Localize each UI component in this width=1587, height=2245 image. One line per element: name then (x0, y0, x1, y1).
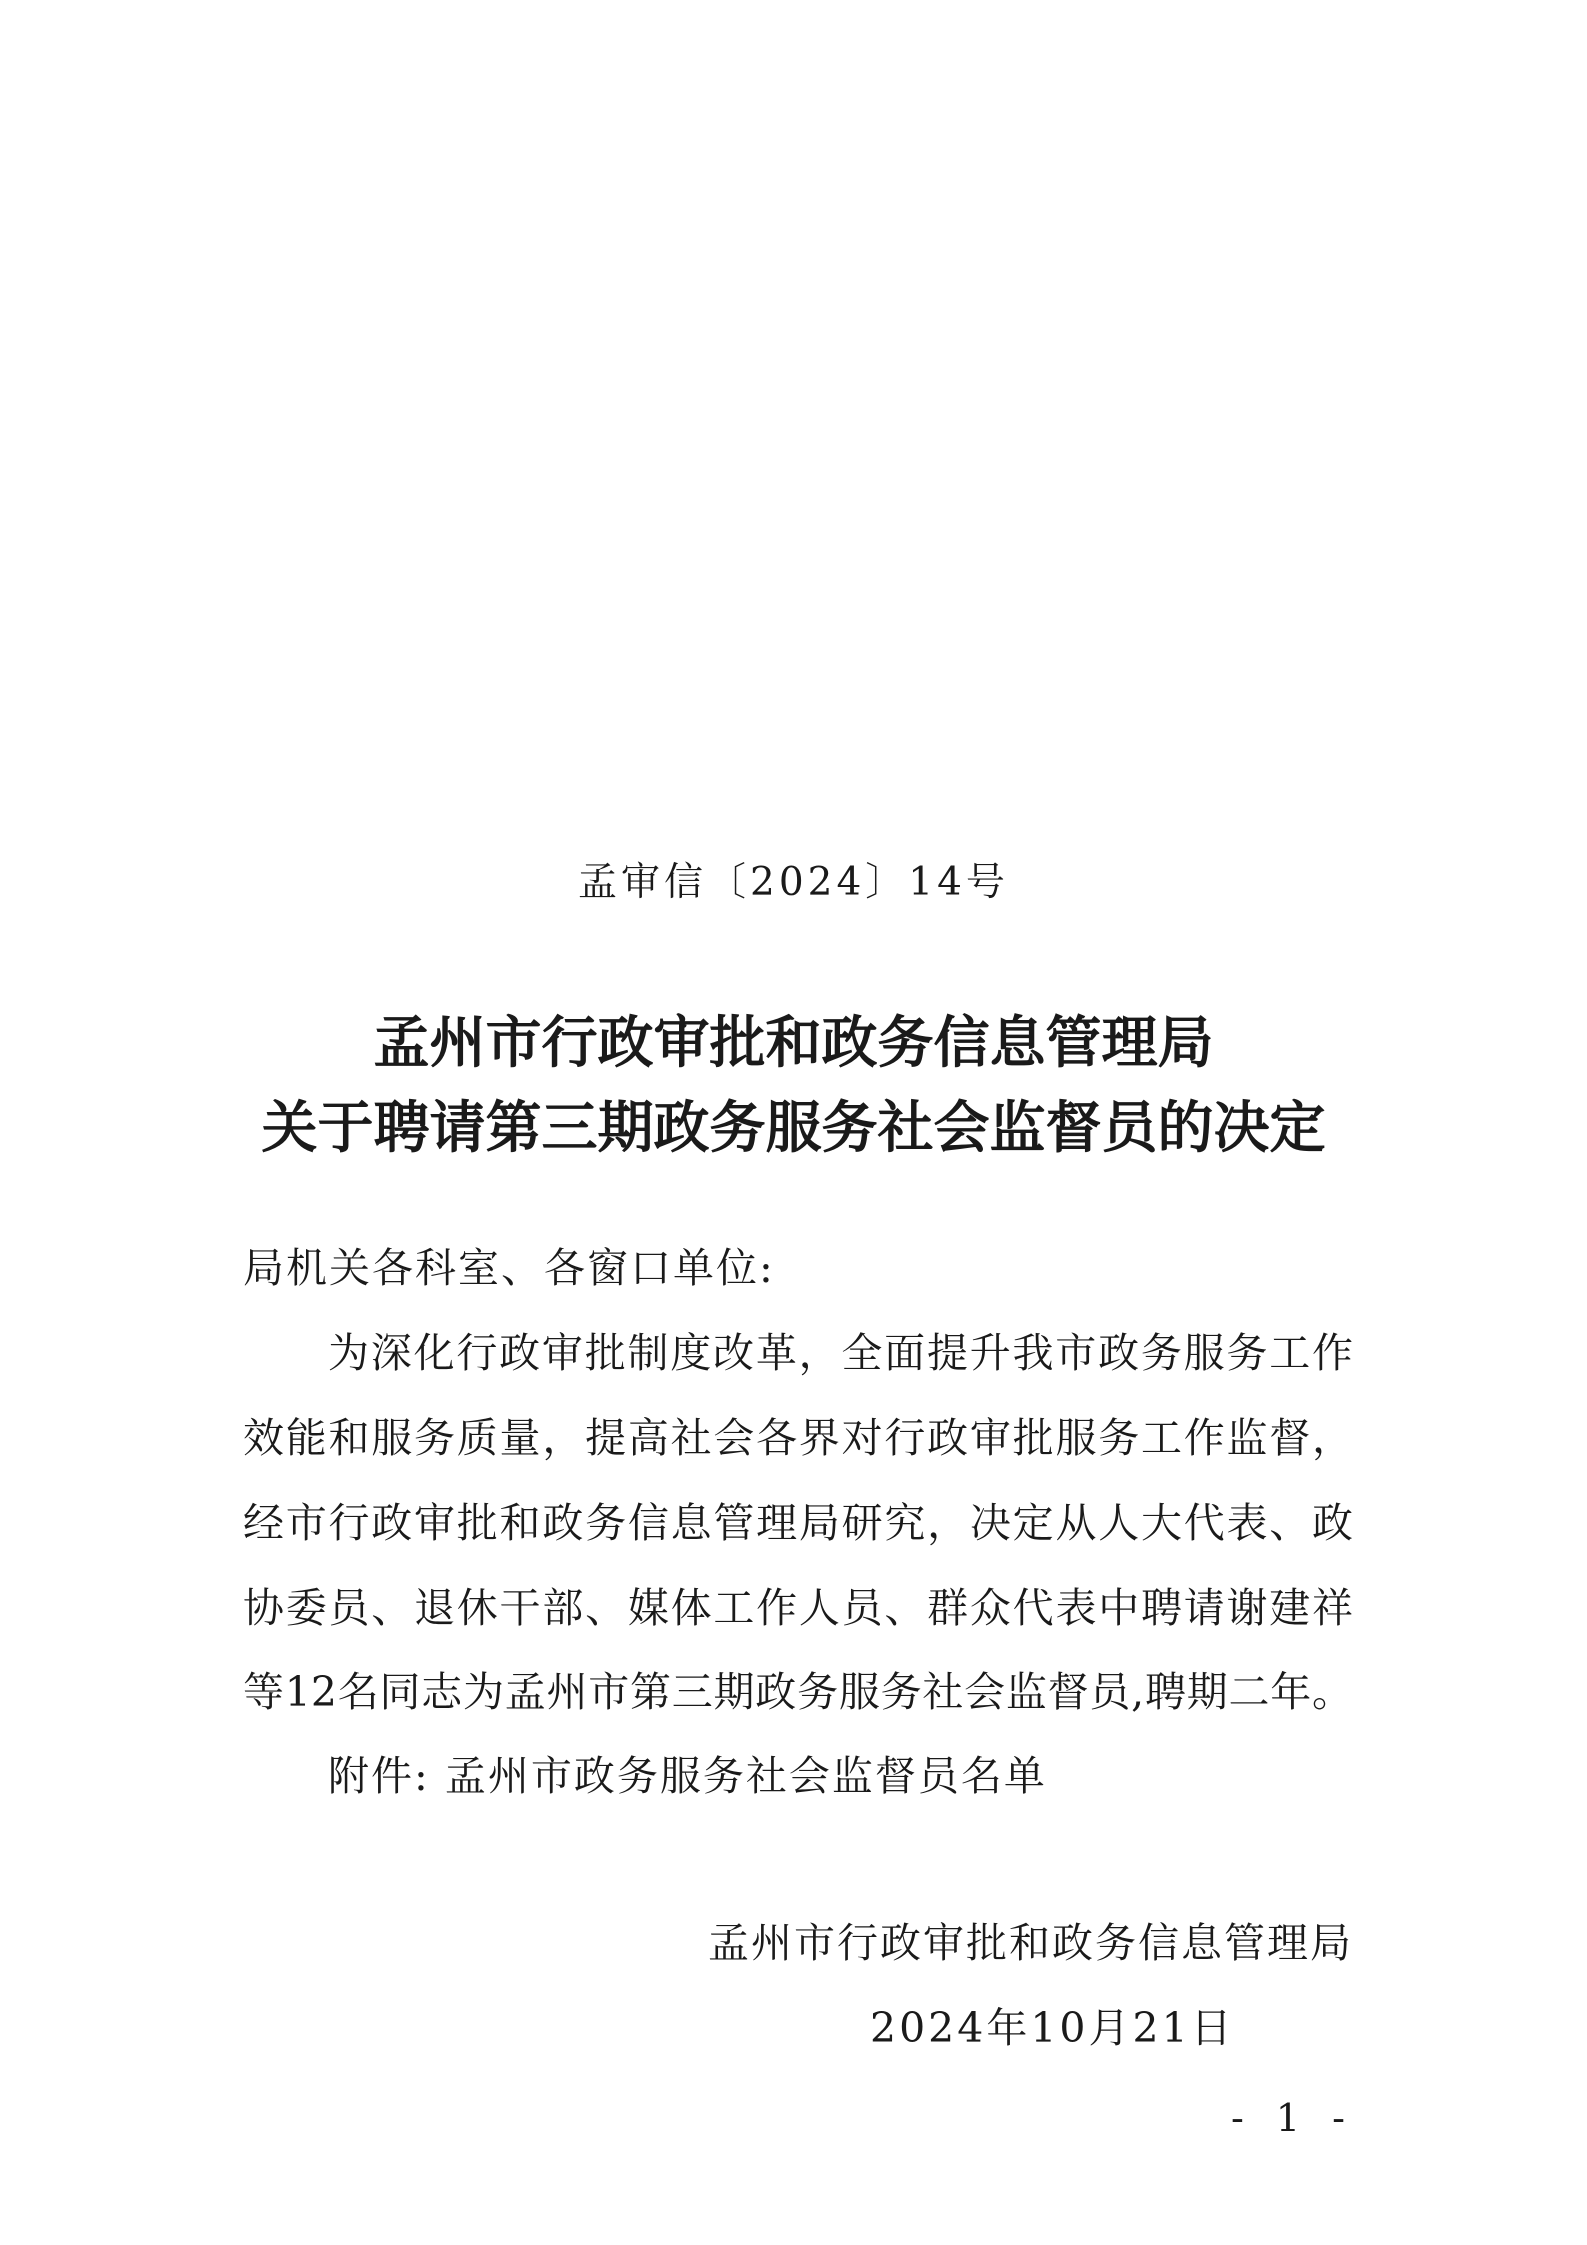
document-title-line-1: 孟州市行政审批和政务信息管理局 (373, 1010, 1214, 1076)
body-line: 等12名同志为孟州市第三期政务服务社会监督员,聘期二年。 (243, 1668, 1353, 1716)
page-number: - 1 - (1230, 2096, 1355, 2140)
document-number: 孟审信〔2024〕14号 (578, 860, 1009, 905)
body-line: 经市行政审批和政务信息管理局研究，决定从人大代表、政 (243, 1499, 1353, 1547)
body-line: 为深化行政审批制度改革，全面提升我市政务服务工作 (328, 1329, 1353, 1377)
signature-organization: 孟州市行政审批和政务信息管理局 (708, 1919, 1353, 1967)
signature-date: 2024年10月21日 (870, 2004, 1235, 2052)
attachment-note: 附件: 孟州市政务服务社会监督员名单 (328, 1752, 1047, 1800)
salutation: 局机关各科室、各窗口单位: (243, 1244, 775, 1292)
document-title-line-2: 关于聘请第三期政务服务社会监督员的决定 (261, 1095, 1326, 1161)
body-line: 效能和服务质量，提高社会各界对行政审批服务工作监督， (243, 1414, 1353, 1462)
body-line: 协委员、退休干部、媒体工作人员、群众代表中聘请谢建祥 (243, 1584, 1353, 1632)
